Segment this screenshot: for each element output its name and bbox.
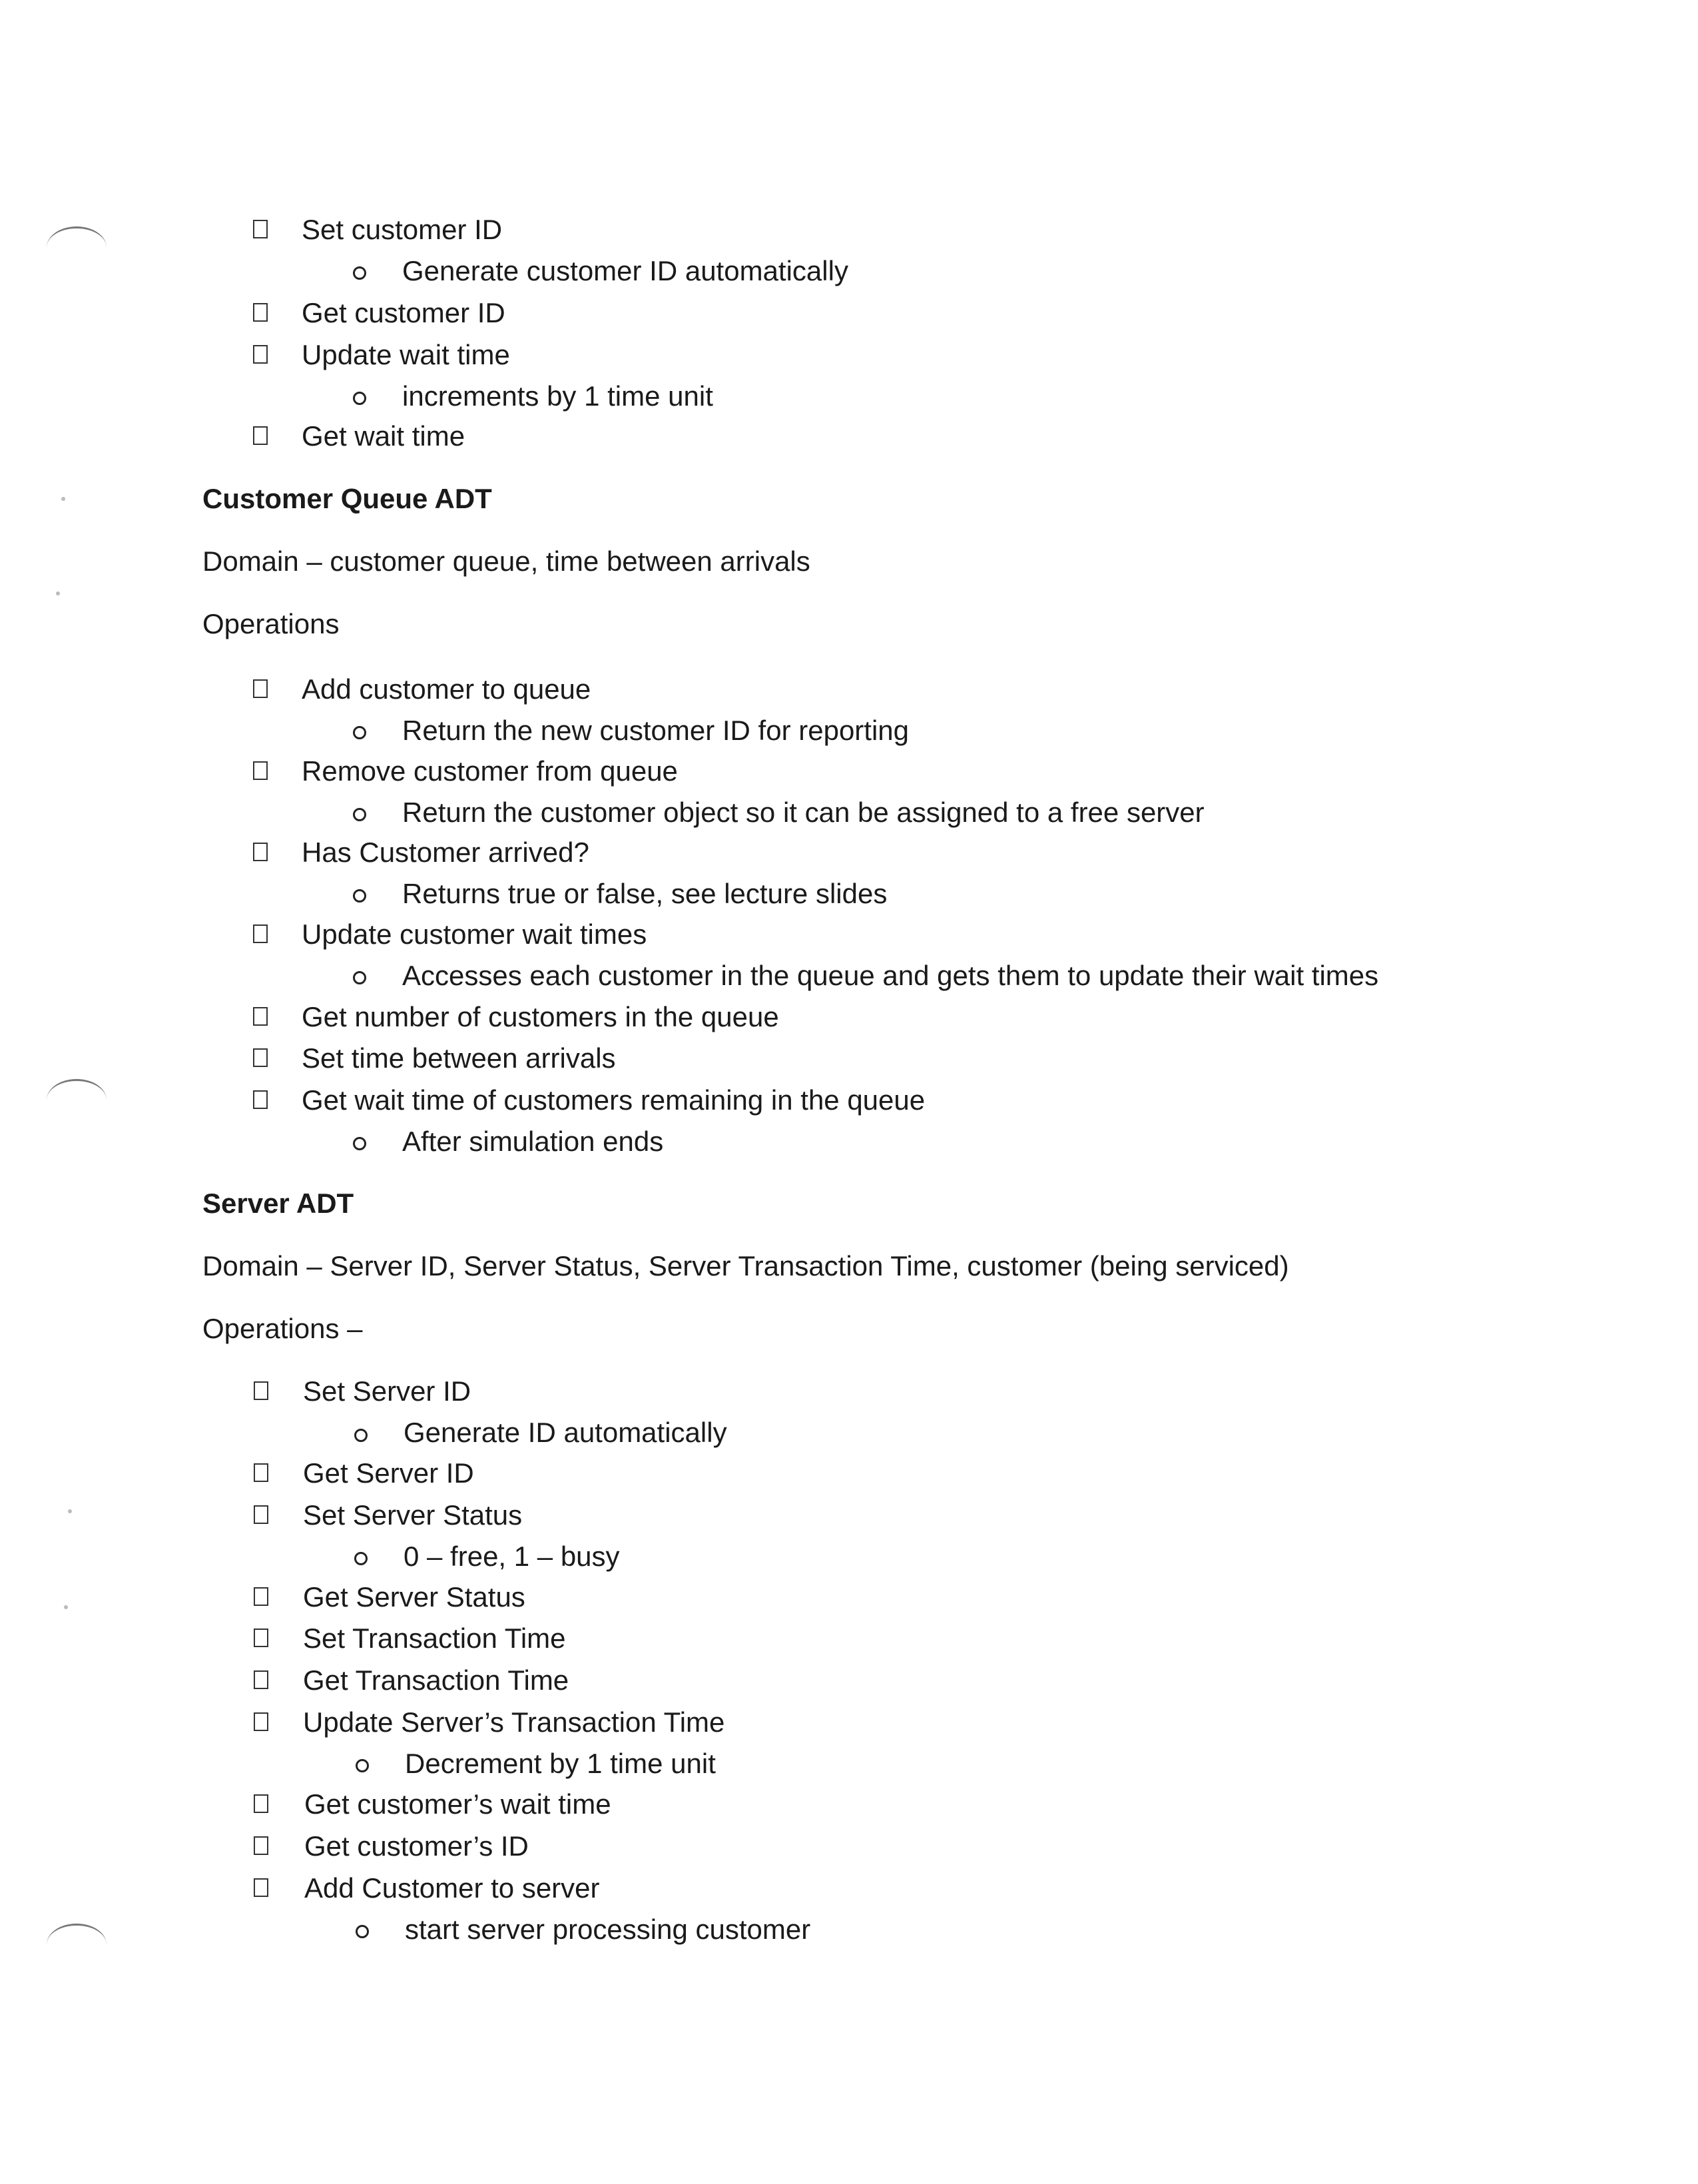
- circle-bullet: [353, 889, 366, 903]
- list-item: Remove customer from queue: [302, 755, 678, 787]
- checkbox-bullet: [254, 1505, 268, 1524]
- circle-bullet: [356, 1925, 369, 1938]
- circle-bullet: [353, 726, 366, 739]
- list-item: Add Customer to server: [304, 1872, 600, 1904]
- checkbox-bullet: [253, 843, 268, 861]
- checkbox-bullet: [253, 426, 268, 445]
- checkbox-bullet: [253, 1090, 268, 1109]
- punch-hole-top: [47, 226, 107, 268]
- sub-list-item: After simulation ends: [402, 1126, 664, 1157]
- circle-bullet: [353, 808, 366, 821]
- list-item: Get customer ID: [302, 297, 505, 328]
- list-item: Set Transaction Time: [303, 1623, 566, 1654]
- punch-hole-middle: [47, 1079, 107, 1121]
- list-item: Get Transaction Time: [303, 1664, 569, 1696]
- list-item: Update Server’s Transaction Time: [303, 1706, 725, 1738]
- list-item: Add customer to queue: [302, 673, 591, 705]
- list-item: Get Server Status: [303, 1581, 525, 1613]
- checkbox-bullet: [254, 1712, 268, 1731]
- checkbox-bullet: [253, 679, 268, 698]
- sub-list-item: 0 – free, 1 – busy: [404, 1541, 620, 1572]
- checkbox-bullet: [254, 1587, 268, 1606]
- scan-speck: [61, 497, 65, 501]
- punch-hole-bottom: [47, 1924, 107, 1966]
- scan-speck: [68, 1509, 72, 1513]
- list-item: Get wait time: [302, 420, 465, 452]
- circle-bullet: [354, 1429, 368, 1442]
- checkbox-bullet: [254, 1794, 268, 1813]
- scan-speck: [64, 1605, 68, 1609]
- sub-list-item: Accesses each customer in the queue and gets them to update their wait times: [402, 960, 1379, 991]
- checkbox-bullet: [254, 1878, 268, 1897]
- circle-bullet: [356, 1759, 369, 1772]
- sub-list-item: Returns true or false, see lecture slides: [402, 878, 888, 909]
- domain-text: Domain – Server ID, Server Status, Server Transaction Time, customer (being serviced): [202, 1250, 1289, 1281]
- list-item: Has Customer arrived?: [302, 837, 589, 868]
- sub-list-item: Decrement by 1 time unit: [405, 1748, 716, 1779]
- sub-list-item: Generate customer ID automatically: [402, 255, 848, 286]
- checkbox-bullet: [254, 1670, 268, 1689]
- checkbox-bullet: [253, 1048, 268, 1067]
- circle-bullet: [353, 266, 366, 280]
- checkbox-bullet: [254, 1463, 268, 1482]
- operations-label: Operations –: [202, 1313, 363, 1344]
- checkbox-bullet: [253, 303, 268, 322]
- sub-list-item: increments by 1 time unit: [402, 380, 713, 412]
- checkbox-bullet: [254, 1836, 268, 1855]
- sub-list-item: Generate ID automatically: [404, 1417, 727, 1448]
- checkbox-bullet: [253, 220, 268, 238]
- checkbox-bullet: [253, 924, 268, 943]
- list-item: Set customer ID: [302, 214, 503, 245]
- checkbox-bullet: [254, 1381, 268, 1400]
- list-item: Get wait time of customers remaining in the queue: [302, 1084, 926, 1116]
- checkbox-bullet: [254, 1629, 268, 1647]
- list-item: Get customer’s ID: [304, 1830, 529, 1862]
- checkbox-bullet: [253, 1007, 268, 1026]
- circle-bullet: [354, 1552, 368, 1565]
- circle-bullet: [353, 1137, 366, 1150]
- checkbox-bullet: [253, 761, 268, 780]
- list-item: Update customer wait times: [302, 918, 647, 950]
- domain-text: Domain – customer queue, time between arrivals: [202, 546, 810, 577]
- checkbox-bullet: [253, 345, 268, 364]
- list-item: Set time between arrivals: [302, 1042, 616, 1074]
- operations-label: Operations: [202, 608, 340, 639]
- sub-list-item: start server processing customer: [405, 1914, 811, 1945]
- list-item: Get customer’s wait time: [304, 1788, 611, 1820]
- list-item: Update wait time: [302, 339, 510, 370]
- list-item: Get number of customers in the queue: [302, 1001, 779, 1032]
- circle-bullet: [353, 971, 366, 984]
- list-item: Set Server Status: [303, 1499, 523, 1531]
- sub-list-item: Return the customer object so it can be assigned to a free server: [402, 797, 1205, 828]
- list-item: Set Server ID: [303, 1375, 471, 1407]
- scan-speck: [56, 591, 60, 595]
- list-item: Get Server ID: [303, 1457, 474, 1489]
- sub-list-item: Return the new customer ID for reporting: [402, 715, 910, 746]
- section-heading: Customer Queue ADT: [202, 483, 492, 514]
- circle-bullet: [353, 392, 366, 405]
- section-heading: Server ADT: [202, 1188, 354, 1219]
